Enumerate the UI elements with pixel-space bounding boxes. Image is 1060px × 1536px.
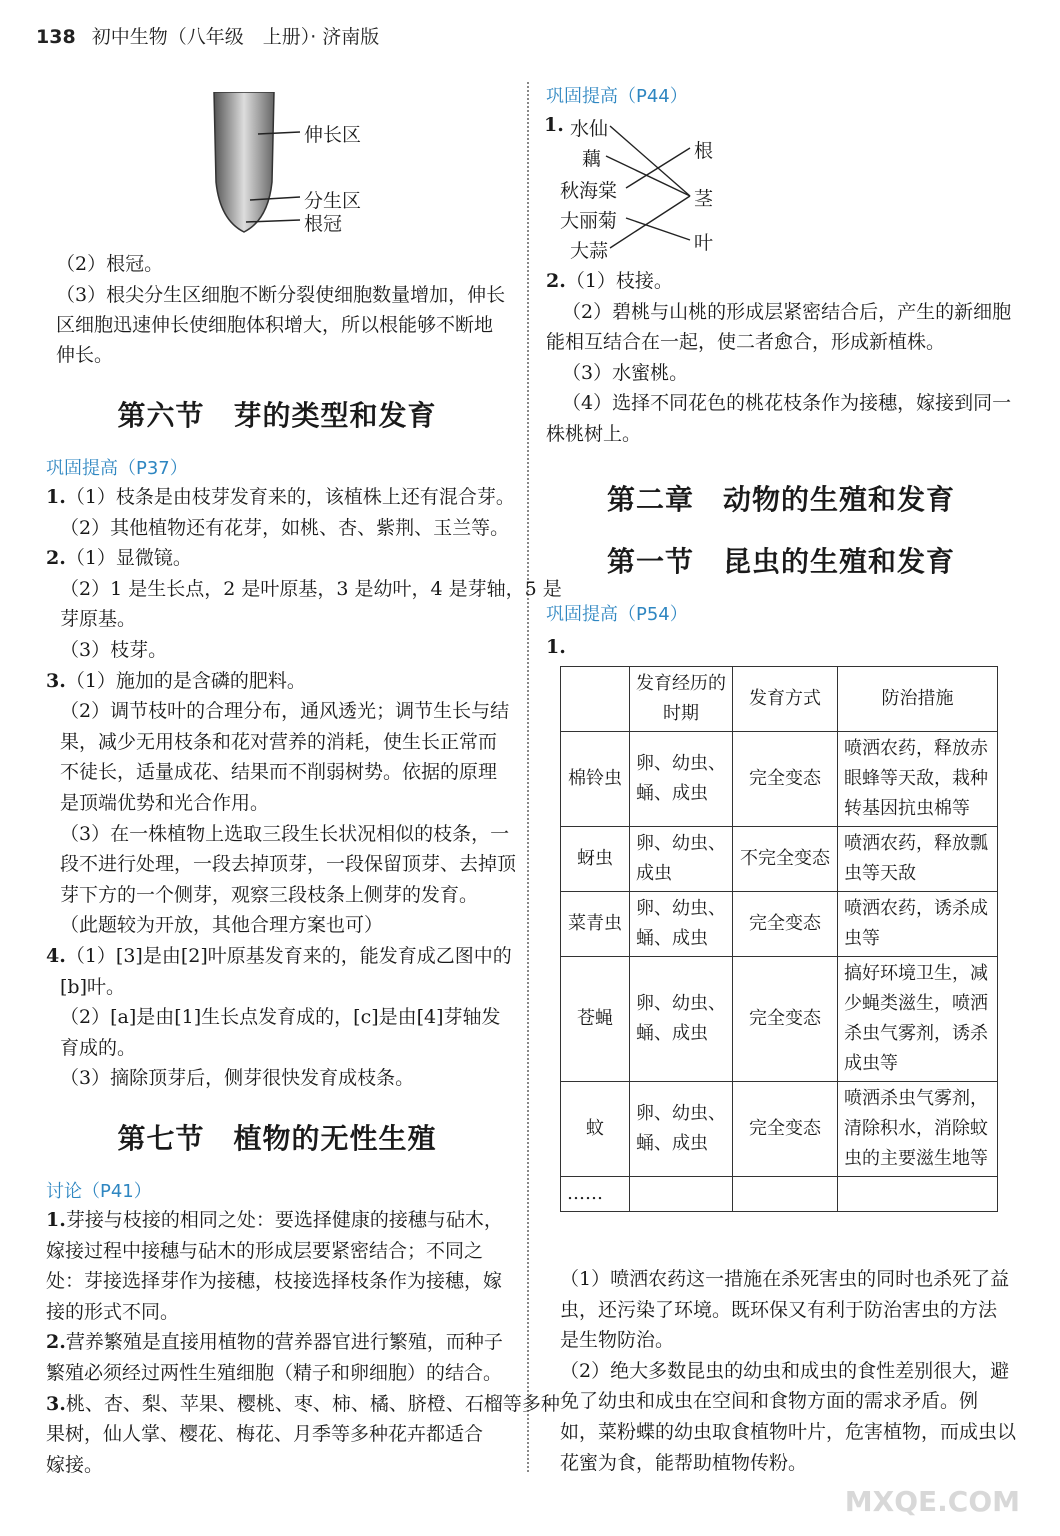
match-right-item: 茎 xyxy=(694,188,714,210)
table-cell: 完全变态 xyxy=(733,1082,838,1177)
table-row xyxy=(561,732,998,827)
p54-subheading: 巩固提高（P54） xyxy=(546,604,688,625)
book-title: 初中生物（八年级 上册）· 济南版 xyxy=(91,26,380,48)
label-elongation-zone: 伸长区 xyxy=(304,124,362,146)
section7-title: 第七节 植物的无性生殖 xyxy=(117,1122,437,1155)
text-line: 1.芽接与枝接的相同之处：要选择健康的接穗与砧木， xyxy=(46,1209,503,1231)
text-line: 芽原基。 xyxy=(60,608,137,631)
table-cell: 卵、幼虫、成虫 xyxy=(630,827,733,892)
table-header-row xyxy=(561,667,998,732)
table-cell: 喷洒农药，释放瓢虫等天敌 xyxy=(838,827,998,892)
table-row xyxy=(561,827,998,892)
section1-title: 第一节 昆虫的生殖和发育 xyxy=(606,545,955,578)
table-header-cell xyxy=(561,667,630,732)
text-line: （2）碧桃与山桃的形成层紧密结合后，产生的新细胞 xyxy=(562,300,1012,323)
chapter-title: 第二章 动物的生殖和发育 xyxy=(606,483,955,516)
text-line: 段不进行处理，一段去掉顶芽，一段保留顶芽、去掉顶 xyxy=(60,853,517,876)
table-cell: 完全变态 xyxy=(733,957,838,1082)
section6-title: 第六节 芽的类型和发育 xyxy=(117,399,437,432)
text-line: （1）喷洒农药这一措施在杀死害虫的同时也杀死了益 xyxy=(560,1268,1010,1290)
table-cell: 喷洒农药，诱杀成虫等 xyxy=(838,892,998,957)
text-line: 能相互结合在一起，使二者愈合，形成新植株。 xyxy=(546,331,946,354)
table-cell: 完全变态 xyxy=(733,732,838,827)
text-line: 区细胞迅速伸长使细胞体积增大，所以根能够不断地 xyxy=(56,314,494,336)
table-cell: 苍蝇 xyxy=(561,957,630,1082)
table-row xyxy=(561,892,998,957)
match-number: 1. xyxy=(544,114,564,136)
table-cell xyxy=(838,1177,998,1212)
insect-table xyxy=(560,666,998,1212)
section6-subheading: 巩固提高（P37） xyxy=(46,458,188,479)
table-cell: 菜青虫 xyxy=(561,892,630,957)
table-row xyxy=(561,1177,998,1212)
text-line: （4）选择不同花色的桃花枝条作为接穗，嫁接到同一 xyxy=(562,392,1012,415)
text-line: 是顶端优势和光合作用。 xyxy=(60,792,270,814)
table-body xyxy=(561,732,998,1212)
text-line: （2）其他植物还有花芽，如桃、杏、紫荆、玉兰等。 xyxy=(60,516,510,539)
table-cell xyxy=(630,1177,733,1212)
table-cell: 完全变态 xyxy=(733,892,838,957)
matching-lines xyxy=(540,108,760,268)
text-line: 2.（1）枝接。 xyxy=(546,270,673,292)
text-line: 嫁接过程中接穗与砧木的形成层要紧密结合；不同之 xyxy=(46,1239,484,1262)
text-line: （3）枝芽。 xyxy=(60,639,168,661)
match-left-item: 大蒜 xyxy=(570,240,609,262)
table-cell: 卵、幼虫、蛹、成虫 xyxy=(630,732,733,827)
table-cell: 蚜虫 xyxy=(561,827,630,892)
text-line: 接的形式不同。 xyxy=(46,1300,180,1323)
text-line: （2）[a]是由[1]生长点发育成的，[c]是由[4]芽轴发 xyxy=(60,1006,501,1029)
text-line: 花蜜为食，能帮助植物传粉。 xyxy=(560,1451,808,1474)
text-line: 不徒长，适量成花、结果而不削弱树势。依据的原理 xyxy=(60,761,498,784)
table-cell: 卵、幼虫、蛹、成虫 xyxy=(630,1082,733,1177)
label-meristem-zone: 分生区 xyxy=(304,190,362,212)
table-question-number: 1. xyxy=(546,636,566,658)
section7-subheading: 讨论（P41） xyxy=(46,1181,152,1202)
table-header-cell: 发育方式 xyxy=(733,667,838,732)
text-line: 3.桃、杏、梨、苹果、樱桃、枣、柿、橘、脐橙、石榴等多种 xyxy=(46,1392,560,1415)
table-cell: 喷洒杀虫气雾剂，清除积水，消除蚊虫的主要滋生地等 xyxy=(838,1082,998,1177)
match-right-item: 根 xyxy=(694,140,714,162)
table-cell: …… xyxy=(561,1177,630,1212)
text-line: 育成的。 xyxy=(60,1036,137,1059)
text-line: （2）绝大多数昆虫的幼虫和成虫的食性差别很大，避 xyxy=(560,1359,1010,1382)
table-cell: 卵、幼虫、蛹、成虫 xyxy=(630,957,733,1082)
text-line: 如，菜粉蝶的幼虫取食植物叶片，危害植物，而成虫以 xyxy=(560,1421,1017,1443)
text-line: （3）根尖分生区细胞不断分裂使细胞数量增加，伸长 xyxy=(56,284,506,306)
text-line: （3）摘除顶芽后，侧芽很快发育成枝条。 xyxy=(60,1067,415,1090)
table-cell xyxy=(733,1177,838,1212)
text-line: （2）调节枝叶的合理分布，通风透光；调节生长与结 xyxy=(60,700,510,723)
table-row xyxy=(561,957,998,1082)
text-line: （3）水蜜桃。 xyxy=(562,361,689,384)
text-line: （2）1 是生长点，2 是叶原基，3 是幼叶，4 是芽轴，5 是 xyxy=(60,577,562,600)
text-line: 2.营养繁殖是直接用植物的营养器官进行繁殖，而种子 xyxy=(46,1331,503,1354)
table-header-cell: 发育经历的时期 xyxy=(630,667,733,732)
text-line: （此题较为开放，其他合理方案也可） xyxy=(60,914,384,937)
table-cell: 不完全变态 xyxy=(733,827,838,892)
table-cell: 卵、幼虫、蛹、成虫 xyxy=(630,892,733,957)
text-line: 是生物防治。 xyxy=(560,1329,675,1352)
text-line: 株桃树上。 xyxy=(546,423,642,445)
match-left-item: 大丽菊 xyxy=(560,210,618,232)
table-row xyxy=(561,1082,998,1177)
page-header xyxy=(36,22,379,49)
table-cell: 蚊 xyxy=(561,1082,630,1177)
match-left-item: 藕 xyxy=(582,148,602,170)
text-line: 3.（1）施加的是含磷的肥料。 xyxy=(46,669,306,692)
text-line: 繁殖必须经过两性生殖细胞（精子和卵细胞）的结合。 xyxy=(46,1362,503,1384)
match-right-item: 叶 xyxy=(694,232,714,254)
text-line: 果树，仙人掌、樱花、梅花、月季等多种花卉都适合 xyxy=(46,1423,484,1446)
match-left-item: 秋海棠 xyxy=(560,180,618,202)
table-header-cell: 防治措施 xyxy=(838,667,998,732)
text-line: [b]叶。 xyxy=(60,975,125,998)
page-number: 138 xyxy=(36,26,76,48)
text-line: 4.（1）[3]是由[2]叶原基发育来的，能发育成乙图中的 xyxy=(46,945,512,967)
table-cell: 棉铃虫 xyxy=(561,732,630,827)
table-cell: 搞好环境卫生，减少蝇类滋生，喷洒杀虫气雾剂，诱杀成虫等 xyxy=(838,957,998,1082)
column-divider xyxy=(527,82,529,1472)
text-line: （3）在一株植物上选取三段生长状况相似的枝条，一 xyxy=(60,822,510,845)
table-cell: 喷洒农药，释放赤眼蜂等天敌，栽种转基因抗虫棉等 xyxy=(838,732,998,827)
text-line: 果，减少无用枝条和花对营养的消耗，使生长正常而 xyxy=(60,730,498,753)
text-line: 伸长。 xyxy=(56,344,114,366)
label-root-cap: 根冠 xyxy=(304,213,343,235)
text-line: 2.（1）显微镜。 xyxy=(46,547,192,570)
watermark: MXQE.COM xyxy=(844,1485,1020,1518)
matching-diagram xyxy=(540,108,760,268)
text-line: 免了幼虫和成虫在空间和食物方面的需求矛盾。例 xyxy=(560,1390,979,1413)
text-line: 处：芽接选择芽作为接穗，枝接选择枝条作为接穗，嫁 xyxy=(46,1270,503,1293)
text-line: 虫，还污染了环境。既环保又有利于防治害虫的方法 xyxy=(560,1298,998,1321)
text-line: 芽下方的一个侧芽，观察三段枝条上侧芽的发育。 xyxy=(60,883,479,906)
match-left-item: 水仙 xyxy=(570,118,609,140)
p44-subheading: 巩固提高（P44） xyxy=(546,86,688,107)
text-line: 1.（1）枝条是由枝芽发育来的，该植株上还有混合芽。 xyxy=(46,486,515,508)
text-line: 嫁接。 xyxy=(46,1453,104,1476)
text-line: （2）根冠。 xyxy=(56,253,164,275)
